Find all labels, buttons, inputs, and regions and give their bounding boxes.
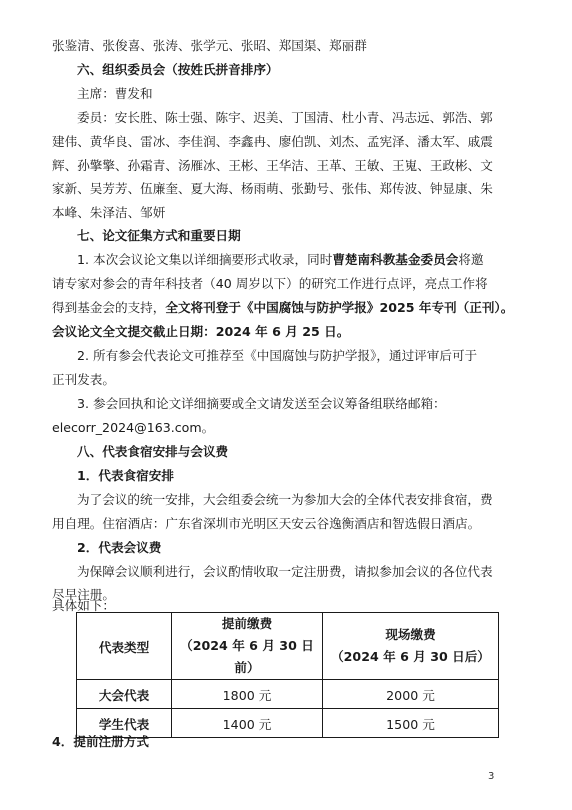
paragraph-8-2-line: 尽早注册。 bbox=[52, 587, 115, 602]
section-6-heading: 六、组织委员会（按姓氏拼音排序） bbox=[77, 62, 279, 77]
paragraph-8-1-line: 为了会议的统一安排，大会组委会统一为参加大会的全体代表安排食宿，费 bbox=[77, 492, 493, 507]
paragraph-8-1-line: 用自理。住宿酒店：广东省深圳市光明区天安云谷逸衡酒店和智选假日酒店。 bbox=[52, 516, 481, 531]
section-8-heading: 八、代表食宿安排与会议费 bbox=[77, 444, 229, 459]
row-onsite-fee-cell: 2000 元 bbox=[323, 680, 499, 709]
text-run: 将邀 bbox=[458, 252, 484, 267]
paragraph-7-2-line: 正刊发表。 bbox=[52, 372, 115, 387]
row-early-fee-cell: 1400 元 bbox=[172, 709, 323, 738]
members-line: 家新、吴芳芳、伍廉奎、夏大海、杨雨萌、张勤号、张伟、郑传波、钟显康、朱 bbox=[52, 181, 493, 196]
row-early-fee-cell: 1800 元 bbox=[172, 680, 323, 709]
header-early-date: （2024 年 6 月 30 日前） bbox=[180, 638, 314, 675]
header-cell-type: 代表类型 bbox=[77, 613, 172, 680]
details-label: 具体如下： bbox=[52, 598, 115, 613]
table-header-row bbox=[77, 613, 499, 680]
header-onsite-date: （2024 年 6 月 30 日后） bbox=[331, 649, 490, 664]
submission-deadline: 会议论文全文提交截止日期：2024 年 6 月 25 日。 bbox=[52, 324, 350, 339]
paragraph-7-1-line: 请专家对参会的青年科技者（40 周岁以下）的研究工作进行点评，亮点工作将 bbox=[52, 276, 488, 291]
subsection-8-2-heading: 2．代表会议费 bbox=[77, 540, 162, 555]
header-early-label: 提前缴费 bbox=[221, 616, 273, 631]
row-type-cell: 学生代表 bbox=[77, 709, 172, 738]
text-run: 得到基金会的支持， bbox=[52, 300, 166, 315]
subsection-8-4-heading: 4．提前注册方式 bbox=[52, 734, 149, 749]
table-row bbox=[77, 680, 499, 709]
page-number: 3 bbox=[488, 771, 495, 782]
organizing-committee-chair: 主席：曹发和 bbox=[77, 86, 153, 101]
members-line: 建伟、黄华良、雷冰、李佳润、李鑫冉、廖伯凯、刘杰、孟宪泽、潘太军、戚震 bbox=[52, 134, 493, 149]
row-onsite-fee-cell: 1500 元 bbox=[323, 709, 499, 738]
header-onsite-label: 现场缴费 bbox=[385, 627, 436, 642]
header-cell-early bbox=[172, 613, 323, 680]
committee-names-continued: 张鉴清、张俊喜、张涛、张学元、张昭、郑国渠、郑丽群 bbox=[52, 38, 367, 53]
paragraph-7-3-line: 3. 参会回执和论文详细摘要或全文请发送至会议筹备组联络邮箱： bbox=[77, 396, 446, 411]
foundation-name: 曹楚南科教基金委员会 bbox=[332, 252, 459, 267]
contact-email: elecorr_2024@163.com。 bbox=[52, 420, 215, 435]
header-cell-onsite bbox=[323, 613, 499, 680]
members-line: 委员：安长胜、陈士强、陈宇、迟美、丁国清、杜小青、冯志远、郭浩、郭 bbox=[77, 110, 493, 125]
registration-fee-table bbox=[76, 612, 499, 738]
paragraph-7-1-line bbox=[52, 296, 522, 320]
paragraph-8-2-line: 为保障会议顺利进行，会议酌情收取一定注册费，请拟参加会议的各位代表 bbox=[77, 564, 493, 579]
journal-publication-note: 全文将刊登于《中国腐蚀与防护学报》2025 年专刊（正刊）。 bbox=[165, 300, 514, 315]
subsection-8-1-heading: 1．代表食宿安排 bbox=[77, 468, 174, 483]
text-run: 1. 本次会议论文集以详细摘要形式收录，同时 bbox=[77, 252, 333, 267]
row-type-cell: 大会代表 bbox=[77, 680, 172, 709]
paragraph-7-1-line bbox=[52, 248, 522, 272]
section-7-heading: 七、论文征集方式和重要日期 bbox=[77, 228, 241, 243]
members-line: 本峰、朱泽洁、邹妍 bbox=[52, 205, 166, 220]
paragraph-7-2-line: 2. 所有参会代表论文可推荐至《中国腐蚀与防护学报》，通过评审后可于 bbox=[77, 348, 478, 363]
members-line: 辉、孙擎擎、孙霜青、汤雁冰、王彬、王华洁、王革、王敏、王嵬、王政彬、文 bbox=[52, 158, 493, 173]
